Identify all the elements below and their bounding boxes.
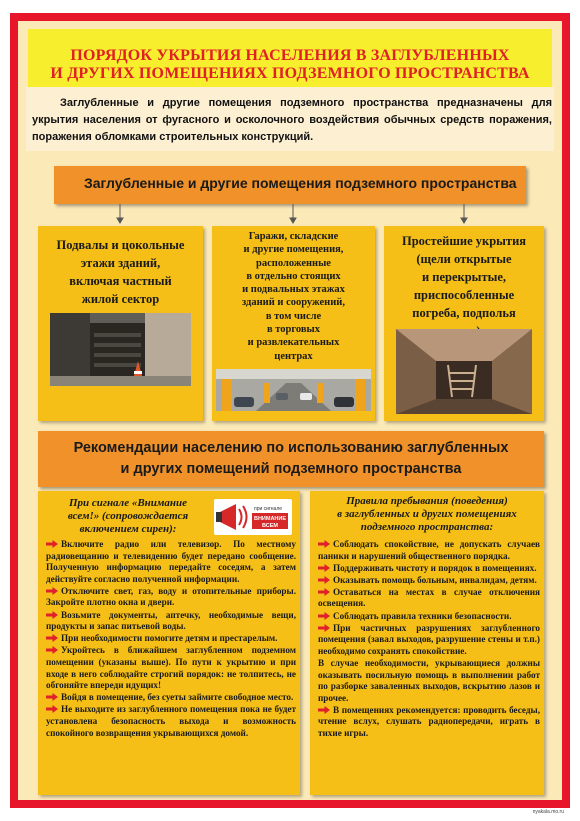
title-line-1: ПОРЯДОК УКРЫТИЯ НАСЕЛЕНИЯ В ЗАГЛУБЛЕННЫХ: [70, 47, 510, 64]
col2-text: [212, 230, 375, 363]
arrow-right-icon: [318, 612, 330, 620]
list-item: [46, 586, 296, 609]
col3-line: погреба, подполья: [412, 306, 516, 320]
col2-line: расположенные: [256, 257, 331, 269]
title-line-2: И ДРУГИХ ПОМЕЩЕНИЯХ ПОДЗЕМНОГО ПРОСТРАНСТВА: [50, 65, 530, 82]
col3-line: и перекрытые,: [421, 270, 507, 284]
col3-line: приспособленные: [413, 288, 515, 302]
section1-heading: Заглубленные и другие помещения подземного пространства: [84, 175, 517, 191]
section2-heading-bar: [38, 431, 544, 487]
parking-garage-photo: [216, 369, 371, 411]
list-item-text: При необходимости помогите детям и престарелым.: [61, 633, 278, 644]
poster-title: [18, 47, 562, 83]
list-item: [318, 611, 540, 623]
list-item-text: В помещениях рекомендуется: проводить беседы, чтение вслух, слушать радиопередачи, играть в тихие игры.: [318, 704, 540, 738]
arrow-right-icon: [318, 564, 330, 572]
col2-line: и развлекательных: [247, 337, 340, 349]
shelter-type-basements: [38, 226, 203, 421]
list-item: [318, 705, 540, 740]
behavior-rules-panel: [310, 491, 544, 795]
rules-head-line: Правила пребывания (поведения): [346, 495, 508, 507]
list-item: [46, 539, 296, 585]
list-item-text: Включите радио или телевизор. По местному радиовещанию и телевидению будет передано сообщение. Полученную информацию передайте соседям, а затем действуйте согласно полученной информации.: [46, 539, 296, 584]
arrow-right-icon: [46, 646, 58, 654]
arrow-right-icon: [318, 576, 330, 584]
section2-line-2: и других помещений подземного пространства: [120, 461, 462, 477]
basement-stairs-photo: [50, 313, 191, 386]
siren-caption: при сигнале: [254, 506, 283, 512]
connector-arrows: [18, 204, 562, 226]
list-item-text: Укройтесь в ближайшем заглубленном подземном помещении (указаны выше). По пути к укрытию и при входе в него соблюдайте строгий порядок: не толпитесь, не обгоняйте впереди идущих!: [46, 645, 296, 691]
shelter-type-simple: [384, 226, 544, 421]
footer-url: nyakala.mo.ru: [532, 809, 564, 815]
list-item-text: Войдя в помещение, без суеты займите свободное место.: [61, 692, 294, 703]
list-item: [46, 633, 296, 645]
shelter-type-garages: [212, 226, 375, 421]
list-item-text: Не выходите из заглубленного помещения пока не будет установлена безопасность выхода и возможность спокойного возвращения укрывающихся домой.: [46, 704, 296, 738]
signal-head-line: При сигнале «Внимание: [68, 497, 188, 509]
arrow-right-icon: [318, 540, 330, 548]
arrow-right-icon: [46, 611, 58, 619]
list-item: [318, 539, 540, 562]
list-item: [46, 645, 296, 691]
list-item-text: Соблюдать правила техники безопасности.: [333, 610, 512, 621]
col3-line: Простейшие укрытия: [401, 234, 527, 248]
list-item-text: Оставаться на местах в случае отключения освещения.: [318, 586, 540, 609]
list-item-text: Возьмите документы, аптечку, необходимые вещи, продукты и запас питьевой воды.: [46, 609, 296, 632]
arrow-right-icon: [46, 540, 58, 548]
col2-line: и подвальных этажах: [242, 284, 345, 296]
signal-panel-heading: [46, 497, 210, 537]
section2-line-1: Рекомендации населению по использованию заглубленных: [73, 440, 509, 456]
arrow-right-icon: [46, 634, 58, 642]
list-item: [318, 575, 540, 587]
col3-text: [384, 232, 544, 340]
list-item: [46, 610, 296, 633]
list-item-text: При частичных разрушениях заглубленного помещения (завал выходов, разрушение стены и т.п.) необходимо сохранять спокойствие.: [318, 622, 540, 656]
behavior-rules-list: [318, 539, 540, 740]
intro-text: Заглубленные и другие помещения подземного пространства предназначены для укрытия населения от фугасного и осколочного воздействия обычных средств поражения, поражения обломками строительных конструкций.: [32, 97, 552, 143]
poster-body: [18, 21, 562, 800]
poster-border: [10, 13, 570, 808]
signal-actions-panel: [38, 491, 300, 795]
col1-line: включая частный: [69, 274, 172, 288]
list-item: [318, 658, 540, 704]
list-item-text: В случае необходимости, укрывающиеся должны оказывать посильную помощь в выполнении работ по разборке заваленных выходов, вскрытию лазов и прочее.: [318, 657, 540, 703]
col2-line: в отдельно стоящих: [246, 270, 341, 282]
arrow-right-icon: [318, 706, 330, 714]
col2-line: и другие помещения,: [243, 244, 344, 256]
col1-line: Подвалы и цокольные: [56, 238, 185, 252]
rules-panel-heading: [310, 495, 544, 535]
rules-head-line: подземного пространства:: [360, 521, 494, 534]
section2-heading: [38, 438, 544, 480]
list-item-text: Отключите свет, газ, воду и отопительные приборы. Закройте плотно окна и двери.: [46, 585, 296, 608]
siren-text-2: ВСЕМ: [262, 523, 278, 529]
col2-line: зданий и сооружений,: [242, 297, 345, 309]
list-item-text: Оказывать помощь больным, инвалидам, детям.: [333, 574, 537, 585]
rules-head-line: в заглубленных и других помещениях: [337, 508, 517, 521]
arrow-right-icon: [318, 588, 330, 596]
list-item: [46, 692, 296, 704]
list-item: [46, 704, 296, 739]
col2-line: в торговых: [266, 324, 321, 336]
cellar-pit-photo: [396, 329, 532, 414]
col2-line: в том числе: [265, 310, 322, 322]
list-item: [318, 563, 540, 575]
col1-text: [38, 236, 203, 308]
arrow-right-icon: [46, 587, 58, 595]
col1-line: жилой сектор: [81, 292, 160, 306]
section1-heading-bar: [54, 166, 526, 204]
signal-actions-list: [46, 539, 296, 740]
col1-line: этажи зданий,: [80, 256, 161, 270]
list-item-text: Поддерживать чистоту и порядок в помещениях.: [333, 562, 537, 573]
signal-head-line: включением сирен):: [79, 523, 177, 536]
arrow-right-icon: [46, 705, 58, 713]
col2-line: центрах: [274, 350, 313, 362]
arrow-right-icon: [318, 624, 330, 632]
col3-line: (щели открытые: [416, 252, 512, 266]
signal-head-line: всем!» (сопровождается: [67, 510, 189, 523]
siren-text-1: ВНИМАНИЕ: [253, 516, 287, 522]
list-item-text: Соблюдать спокойствие, не допускать случаев паники и нарушений общественного порядка.: [318, 539, 540, 561]
list-item: [318, 623, 540, 658]
col2-line: Гаражи, складские: [248, 231, 339, 242]
siren-megaphone-icon: [214, 499, 292, 535]
list-item: [318, 587, 540, 610]
arrow-right-icon: [46, 693, 58, 701]
